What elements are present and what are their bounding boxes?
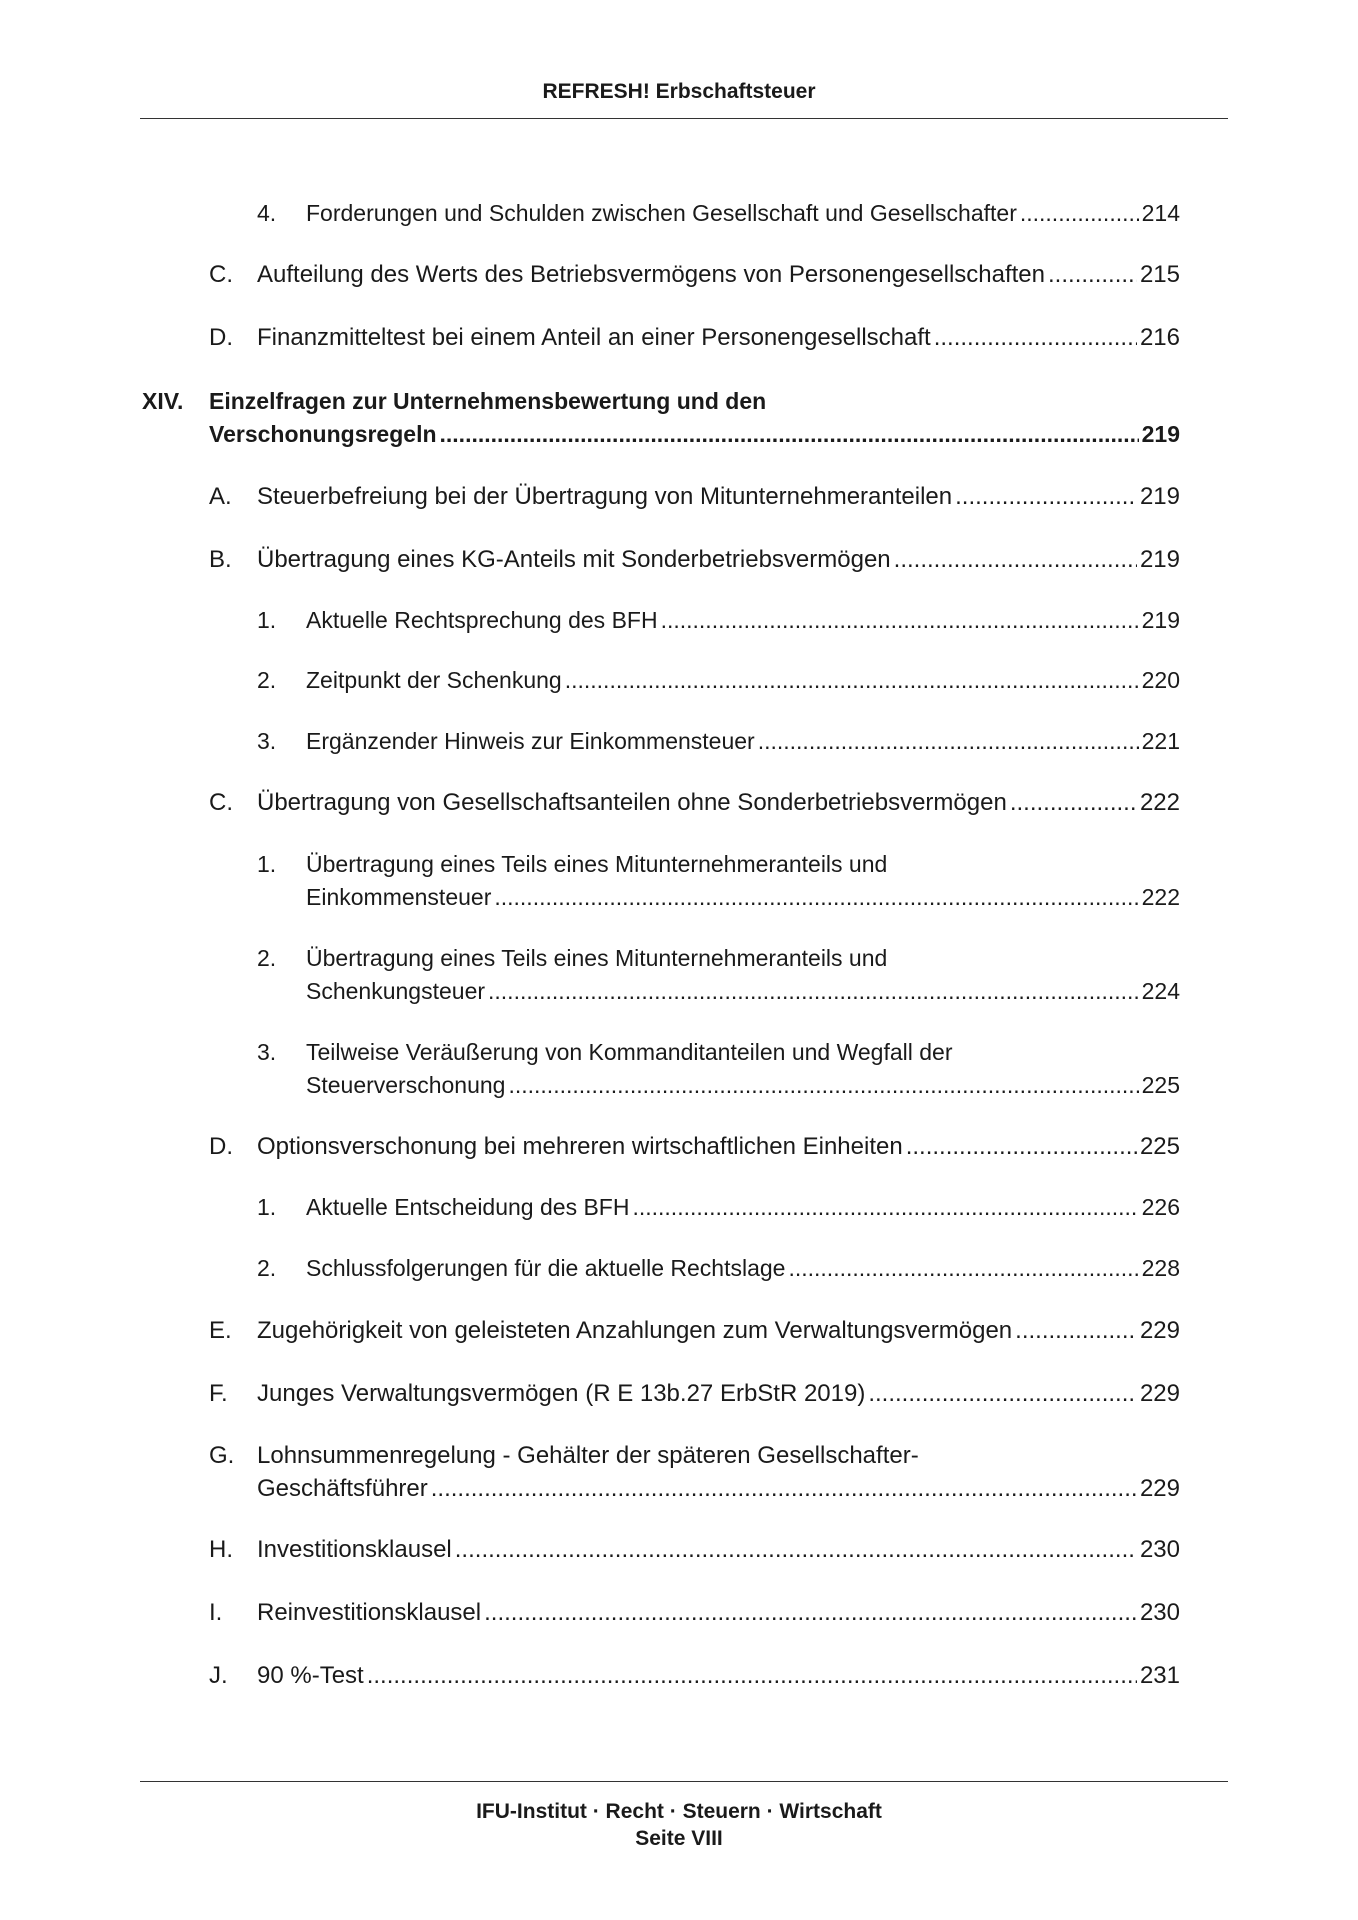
toc-entry-number: 3.	[257, 728, 277, 754]
toc-entry-title: Junges Verwaltungsvermögen (R E 13b.27 ErbStR 2019)	[257, 1380, 866, 1407]
toc-entry-number: F.	[209, 1380, 228, 1407]
toc-entry-number: 1.	[257, 851, 277, 877]
toc-entry-title: Verschonungsregeln	[209, 421, 437, 447]
toc-entry-page: 219	[1141, 607, 1180, 633]
toc-entry-number: J.	[209, 1662, 228, 1689]
toc-entry-page: 225	[1139, 1133, 1180, 1160]
toc-entry-number: D.	[209, 1133, 233, 1160]
footer-divider	[140, 1781, 1228, 1782]
toc-entry-page: 220	[1141, 667, 1180, 693]
toc-entry-page: 219	[1141, 421, 1180, 447]
toc-entry-number: H.	[209, 1536, 233, 1563]
toc-entry-title: Zugehörigkeit von geleisteten Anzahlungen zum Verwaltungsvermögen	[257, 1317, 1013, 1344]
footer-organization: IFU-Institut · Recht · Steuern · Wirtschaft	[476, 1800, 882, 1823]
toc-entry-number: 2.	[257, 1255, 277, 1281]
toc-entry-title: Aktuelle Entscheidung des BFH	[306, 1194, 630, 1220]
toc-entry-page: 226	[1141, 1194, 1180, 1220]
toc-entry-title: 90 %-Test	[257, 1662, 364, 1689]
toc-entry-page: 230	[1139, 1599, 1180, 1626]
toc-entry-number: C.	[209, 789, 233, 816]
toc-entry-title: Finanzmitteltest bei einem Anteil an einer Personengesellschaft	[257, 324, 931, 351]
toc-entry-page: 222	[1141, 884, 1180, 910]
toc-entry-title: Übertragung von Gesellschaftsanteilen ohne Sonderbetriebsvermögen	[257, 789, 1007, 816]
toc-entry-number: I.	[209, 1599, 223, 1626]
toc-dot-leader	[906, 1130, 1137, 1163]
toc-dot-leader	[632, 1191, 1138, 1224]
toc-entry-title: Geschäftsführer	[257, 1475, 428, 1502]
toc-dot-leader	[1010, 786, 1137, 819]
toc-entry-number: 2.	[257, 667, 277, 693]
toc-entry-title: Steuerbefreiung bei der Übertragung von Mitunternehmeranteilen	[257, 483, 953, 510]
toc-entry-title: Übertragung eines Teils eines Mitunternehmeranteils und	[306, 851, 888, 877]
toc-entry-title: Aktuelle Rechtsprechung des BFH	[306, 607, 658, 633]
toc-entry-page: 231	[1139, 1662, 1180, 1689]
toc-entry-number: E.	[209, 1317, 232, 1344]
toc-dot-leader	[565, 664, 1139, 697]
toc-entry-page: 228	[1141, 1255, 1180, 1281]
toc-dot-leader	[431, 1472, 1137, 1505]
toc-entry-page: 224	[1141, 978, 1180, 1004]
toc-entry-number: 2.	[257, 945, 277, 971]
toc-entry-title: Forderungen und Schulden zwischen Gesellschaft und Gesellschafter	[306, 200, 1017, 226]
toc-dot-leader	[868, 1377, 1137, 1410]
toc-entry-page: 219	[1139, 546, 1180, 573]
toc-entry-title: Schlussfolgerungen für die aktuelle Rechtslage	[306, 1255, 786, 1281]
toc-entry-page: 215	[1139, 261, 1180, 288]
footer-page-number: Seite VIII	[635, 1827, 723, 1850]
toc-entry-title: Aufteilung des Werts des Betriebsvermögens von Personengesellschaften	[257, 261, 1046, 288]
toc-dot-leader	[488, 975, 1139, 1008]
toc-entry-number: 1.	[257, 1194, 277, 1220]
toc-dot-leader	[1015, 1314, 1137, 1347]
toc-dot-leader	[494, 881, 1138, 914]
toc-dot-leader	[661, 604, 1139, 637]
toc-entry-number: A.	[209, 483, 232, 510]
toc-entry-page: 225	[1141, 1072, 1180, 1098]
toc-entry-title: Optionsverschonung bei mehreren wirtschaftlichen Einheiten	[257, 1133, 903, 1160]
toc-entry-title: Übertragung eines KG-Anteils mit Sonderbetriebsvermögen	[257, 546, 891, 573]
toc-dot-leader	[455, 1533, 1137, 1566]
toc-dot-leader	[934, 321, 1137, 354]
toc-entry-title: Investitionsklausel	[257, 1536, 452, 1563]
toc-entry-page: 221	[1141, 728, 1180, 754]
toc-dot-leader	[484, 1596, 1137, 1629]
toc-entry-page: 219	[1139, 483, 1180, 510]
toc-entry-number: 3.	[257, 1039, 277, 1065]
toc-dot-leader	[955, 480, 1137, 513]
toc-entry-title: Lohnsummenregelung - Gehälter der späteren Gesellschafter-	[257, 1442, 919, 1469]
toc-entry-title: Einzelfragen zur Unternehmensbewertung und den	[209, 388, 767, 414]
toc-entry-title: Übertragung eines Teils eines Mitunternehmeranteils und	[306, 945, 888, 971]
toc-entry-title: Ergänzender Hinweis zur Einkommensteuer	[306, 728, 755, 754]
toc-entry-number: 1.	[257, 607, 277, 633]
toc-entry-title: Schenkungsteuer	[306, 978, 486, 1004]
toc-entry-page: 216	[1139, 324, 1180, 351]
toc-entry-title: Einkommensteuer	[306, 884, 492, 910]
toc-entry-title: Steuerverschonung	[306, 1072, 506, 1098]
toc-entry-number: C.	[209, 261, 233, 288]
toc-entry-page: 229	[1139, 1380, 1180, 1407]
toc-dot-leader	[1048, 258, 1137, 291]
toc-entry-title: Zeitpunkt der Schenkung	[306, 667, 562, 693]
toc-entry-number: XIV.	[142, 388, 184, 414]
toc-dot-leader	[894, 543, 1137, 576]
toc-entry-page: 229	[1139, 1475, 1180, 1502]
toc-dot-leader	[758, 725, 1139, 758]
toc-dot-leader	[1020, 197, 1139, 230]
toc-entry-number: B.	[209, 546, 232, 573]
toc-entry-number: G.	[209, 1442, 235, 1469]
toc-dot-leader	[367, 1659, 1137, 1692]
header-divider	[140, 118, 1228, 119]
toc-dot-leader	[440, 418, 1139, 451]
toc-entry-title: Teilweise Veräußerung von Kommanditanteilen und Wegfall der	[306, 1039, 953, 1065]
toc-entry-number: D.	[209, 324, 233, 351]
toc-entry-page: 229	[1139, 1317, 1180, 1344]
running-header: REFRESH! Erbschaftsteuer	[542, 80, 816, 103]
toc-dot-leader	[508, 1069, 1138, 1102]
toc-dot-leader	[788, 1252, 1138, 1285]
toc-entry-page: 214	[1141, 200, 1180, 226]
toc-entry-page: 230	[1139, 1536, 1180, 1563]
toc-entry-number: 4.	[257, 200, 277, 226]
toc-entry-title: Reinvestitionsklausel	[257, 1599, 482, 1626]
toc-entry-page: 222	[1139, 789, 1180, 816]
